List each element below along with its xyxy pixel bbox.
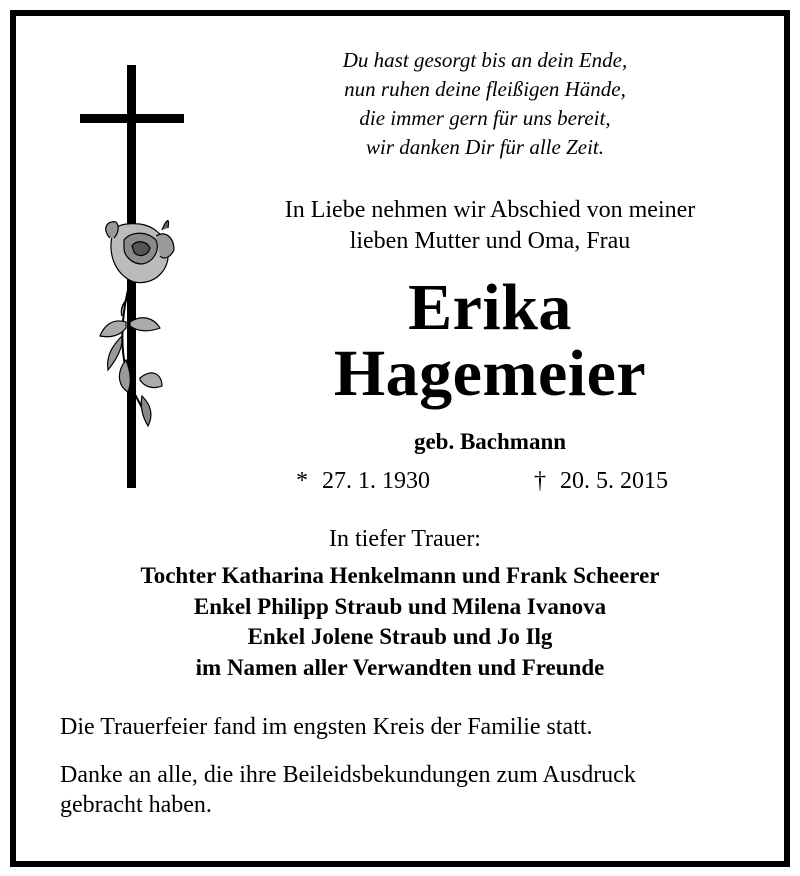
poem-line: die immer gern für uns bereit, — [359, 106, 611, 130]
poem-line: Du hast gesorgt bis an dein Ende, — [342, 48, 628, 72]
intro-text — [175, 195, 800, 257]
family-list — [20, 561, 780, 683]
last-name: Hagemeier — [333, 337, 647, 410]
poem-line: wir danken Dir für alle Zeit. — [366, 135, 604, 159]
poem — [180, 46, 790, 162]
birth-date-line — [296, 466, 430, 496]
death-dagger-icon: † — [534, 468, 546, 494]
maiden-name: geb. Bachmann — [413, 429, 567, 454]
family-line: Enkel Jolene Straub und Jo Ilg — [247, 624, 553, 649]
thanks-line: Danke an alle, die ihre Beileidsbekundungen zum Ausdruck — [60, 762, 636, 788]
thanks-line: gebracht haben. — [60, 792, 212, 818]
rose-icon — [100, 221, 174, 426]
family-line: Enkel Philipp Straub und Milena Ivanova — [193, 593, 607, 619]
birth-star-icon: * — [296, 468, 308, 494]
intro-line: In Liebe nehmen wir Abschied von meiner — [284, 197, 696, 223]
family-line: Tochter Katharina Henkelmann und Frank Scheerer — [140, 563, 660, 588]
thanks-note — [60, 760, 760, 820]
ceremony-note: Die Trauerfeier fand im engsten Kreis der Familie statt. — [60, 714, 593, 740]
death-date: 20. 5. 2015 — [560, 468, 668, 494]
deceased-name — [200, 271, 780, 410]
intro-line: lieben Mutter und Oma, Frau — [349, 228, 631, 254]
family-line: im Namen aller Verwandten und Freunde — [195, 654, 605, 680]
poem-line: nun ruhen deine fleißigen Hände, — [344, 77, 626, 101]
birth-date: 27. 1. 1930 — [322, 468, 430, 494]
mourning-heading: In tiefer Trauer: — [329, 526, 481, 552]
death-date-line — [534, 466, 668, 496]
first-name: Erika — [408, 271, 572, 344]
